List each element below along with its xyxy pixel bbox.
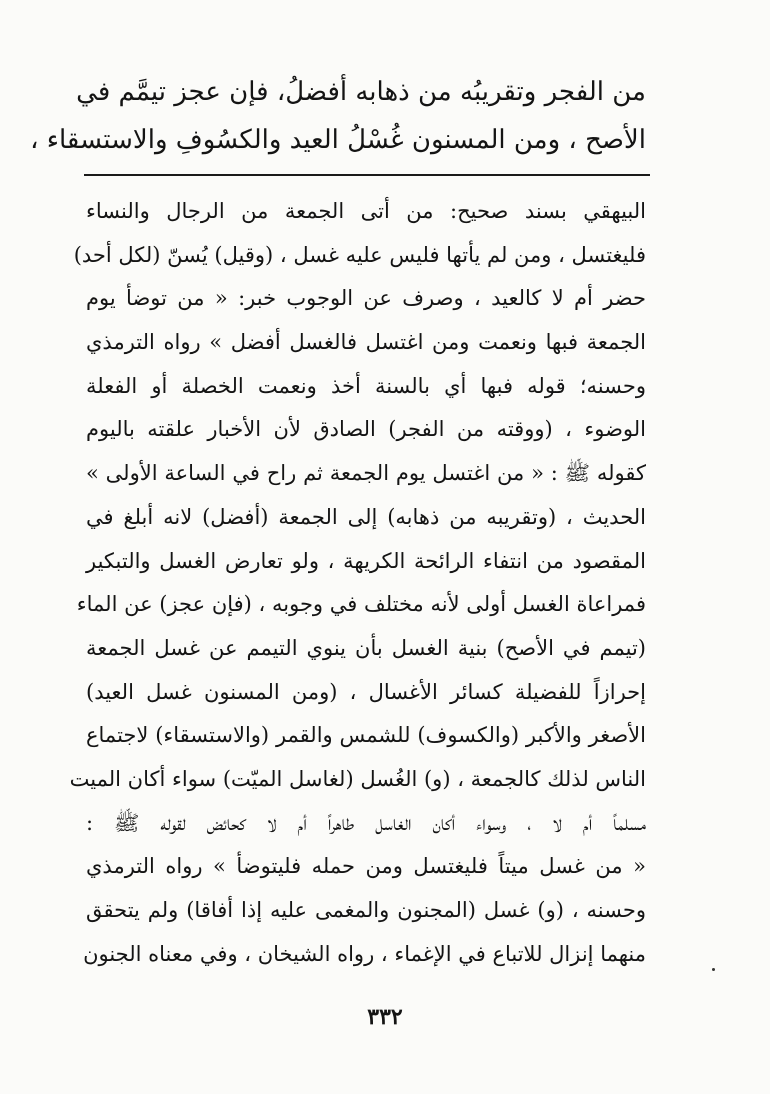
commentary-line: الوضوء ، (ووقته من الفجر) الصادق لأن الأخبار علقته باليوم [86, 417, 646, 442]
commentary-line: الناس لذلك كالجمعة ، (و) الغُسل (لغاسل الميّت) سواء أكان الميت [69, 766, 646, 791]
commentary-line: منهما إنزال للاتباع في الإغماء ، رواه الشيخان ، وفي معناه الجنون [83, 941, 646, 966]
print-speck [712, 968, 715, 971]
commentary-line: الأصغر والأكبر (والكسوف) للشمس والقمر (والاستسقاء) لاجتماع [86, 723, 646, 748]
commentary-line: حضر أم لا كالعيد ، وصرف عن الوجوب خبر: « من توضأ يوم [86, 286, 646, 311]
page-number: ٣٣٢ [367, 1004, 403, 1030]
commentary-line: الجمعة فبها ونعمت ومن اغتسل فالغسل أفضل » رواه الترمذي [86, 330, 646, 355]
commentary-line: (تيمم في الأصح) بنية الغسل بأن ينوي التيمم عن غسل الجمعة [86, 635, 646, 660]
commentary-line: « من غسل ميتاً فليغتسل ومن حمله فليتوضأ » رواه الترمذي [86, 854, 646, 879]
commentary-line: وحسنه ، (و) غسل (المجنون والمغمى عليه إذا أفاقا) ولم يتحقق [86, 898, 646, 922]
commentary-line: البيهقي بسند صحيح: من أتى الجمعة من الرجال والنساء [86, 199, 646, 223]
main-text-line: الأصح ، ومن المسنون غُسْلُ العيد والكسُوفِ والاستسقاء ، [30, 125, 646, 155]
commentary-text-block [69, 190, 646, 976]
main-text-block [30, 68, 646, 164]
commentary-line: وحسنه؛ قوله فبها أي بالسنة أخذ ونعمت الخصلة أو الفعلة [86, 373, 646, 398]
main-text-line: من الفجر وتقريبُه من ذهابه أفضلُ، فإن عجز تيمَّم في [76, 77, 646, 107]
commentary-line: المقصود من انتفاء الرائحة الكريهة ، ولو تعارض الغسل والتبكير [86, 548, 646, 573]
commentary-line: إحرازاً للفضيلة كسائر الأغسال ، (ومن المسنون غسل العيد) [86, 679, 646, 704]
commentary-line: فمراعاة الغسل أولى لأنه مختلف في وجوبه ، (فإن عجز) عن الماء [76, 592, 646, 617]
separator-line [84, 174, 650, 176]
commentary-line: الحديث ، (وتقريبه من ذهابه) إلى الجمعة (أفضل) لانه أبلغ في [86, 504, 646, 529]
commentary-line: كقوله ﷺ : « من اغتسل يوم الجمعة ثم راح في الساعة الأولى » [86, 461, 646, 486]
commentary-line: مسلماً أم لا ، وسواء أكان الغاسل طاهراً أم لا كحائض لقوله ﷺ : [86, 810, 646, 835]
commentary-line: فليغتسل ، ومن لم يأتها فليس عليه غسل ، (وقيل) يُسنّ (لكل أحد) [73, 242, 646, 267]
